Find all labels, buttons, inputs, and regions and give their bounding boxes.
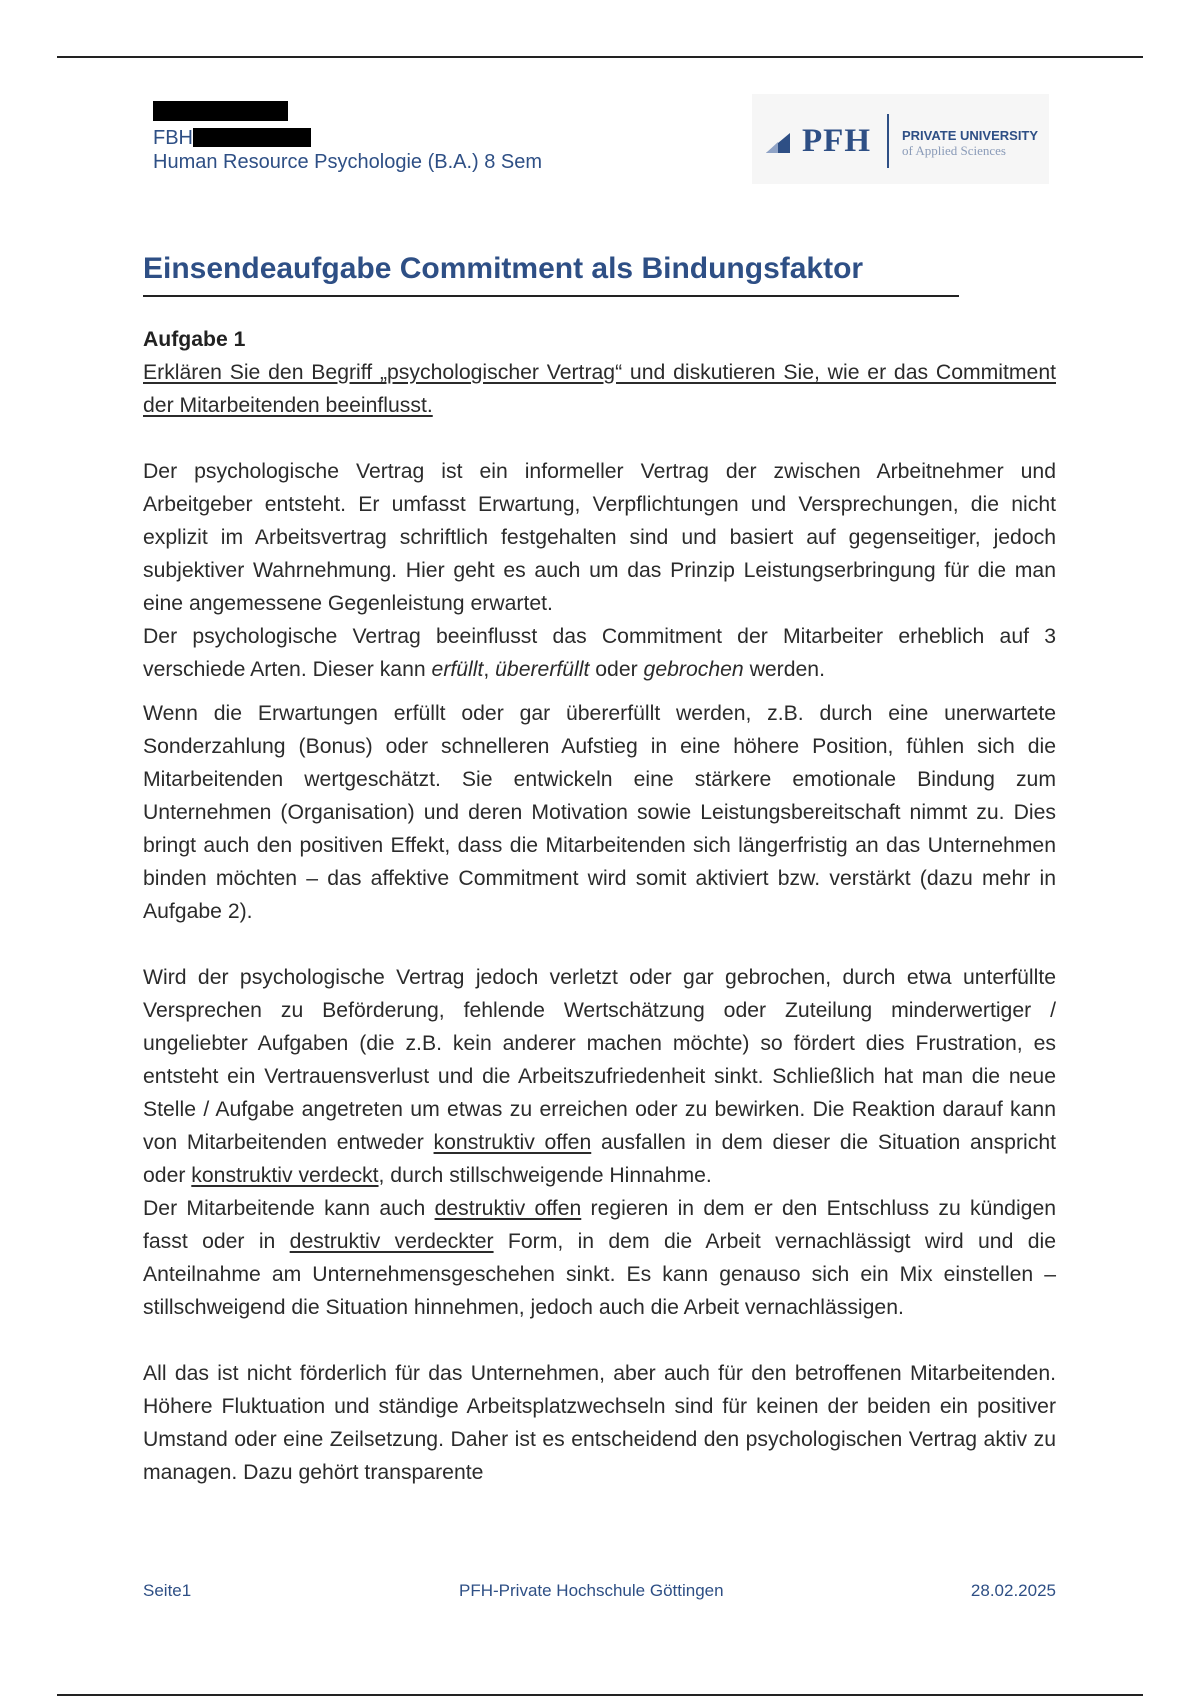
paragraph-6: All das ist nicht förderlich für das Unternehmen, aber auch für den betroffenen Mitarbeitenden. Höhere Fluktuation und ständige Arbeitsplatzwechseln sind für keinen der beiden ein positiver Umstand oder eine Zeilsetzung. Daher ist es entscheidend den psychologischen Vertrag aktiv zu managen. Dazu gehört transparente — [143, 1362, 1056, 1484]
logo-subline-1: PRIVATE UNIVERSITY — [902, 128, 1039, 143]
p5-text-c: Form, in dem die Arbeit vernachlässigt wird und die Anteilnahme am Unternehmensgeschehen sinkt. Es kann genauso sich ein Mix einstellen – stillschweigend die Situation hinnehmen, jedoch auch die Arbeit vernachlässigen. — [143, 1230, 1056, 1319]
footer-institution: PFH-Private Hochschule Göttingen — [459, 1581, 724, 1600]
p2-italic-fulfilled: erfüllt — [431, 658, 484, 681]
document-title: Einsendeaufgabe Commitment als Bindungsfaktor — [143, 249, 959, 297]
pfh-logo — [752, 94, 1049, 184]
p2-italic-broken: gebrochen — [643, 658, 744, 681]
page-footer — [143, 1581, 1056, 1603]
p4-underline-constructive-open: konstruktiv offen — [433, 1131, 592, 1154]
p2-text-d: werden. — [743, 658, 825, 681]
header-prefix: FBH — [153, 127, 193, 149]
p4-underline-constructive-covert: konstruktiv verdeckt — [191, 1164, 379, 1187]
pfh-logo-icon — [766, 133, 790, 153]
p2-italic-overfulfilled: übererfüllt — [495, 658, 590, 681]
p5-text-a: Der Mitarbeitende kann auch — [143, 1197, 435, 1220]
p2-text-b: , — [483, 658, 496, 681]
task-question: Erklären Sie den Begriff „psychologischer Vertrag“ und diskutieren Sie, wie er das Commitment der Mitarbeitenden beeinflusst. — [143, 361, 1056, 417]
footer-page-number: Seite1 — [143, 1581, 192, 1600]
top-rule — [57, 56, 1143, 58]
program-name: Human Resource Psychologie (B.A.) 8 Sem — [153, 151, 543, 173]
logo-text: PFH — [802, 123, 871, 159]
p4-text-a: Wird der psychologische Vertrag jedoch verletzt oder gar gebrochen, durch etwa unterfüllte Versprechen zu Beförderung, fehlende Wertschätzung oder Zuteilung minderwertiger / ungeliebter Aufgaben (die z.B. kein anderer machen möchte) so fördert dies Frustration, es entsteht ein Vertrauensverlust und die Arbeitszufriedenheit sinkt. Schließlich hat man die neue Stelle / Aufgabe angetreten um etwas zu erreichen oder zu bewirken. Die Reaktion darauf kann von Mitarbeitenden entweder — [143, 966, 1056, 1154]
paragraph-2 — [143, 620, 1056, 686]
footer-date: 28.02.2025 — [970, 1581, 1056, 1600]
document-body — [143, 323, 1056, 1489]
p2-text-a: Der psychologische Vertrag beeinflusst das Commitment der Mitarbeiter erheblich auf 3 verschiede Arten. Dieser kann — [143, 625, 1056, 681]
p4-text-c: , durch stillschweigende Hinnahme. — [378, 1164, 712, 1187]
task-heading: Aufgabe 1 — [143, 328, 246, 351]
header-line — [153, 126, 542, 150]
paragraph-3: Wenn die Erwartungen erfüllt oder gar übererfüllt werden, z.B. durch eine unerwartete Sonderzahlung (Bonus) oder schnelleren Aufstieg in eine höhere Position, fühlen sich die Mitarbeitenden wertgeschätzt. Sie entwickeln eine stärkere emotionale Bindung zum Unternehmen (Organisation) und deren Motivation sowie Leistungsbereitschaft nimmt zu. Dies bringt auch den positiven Effekt, dass die Mitarbeitenden sich längerfristig an das Unternehmen binden möchten – das affektive Commitment wird somit aktiviert bzw. verstärkt (dazu mehr in Aufgabe 2). — [143, 702, 1056, 923]
logo-divider — [887, 114, 889, 168]
redacted-name — [153, 101, 542, 126]
document-header — [153, 101, 542, 174]
redacted-id — [193, 128, 311, 147]
p5-text-b: regieren in dem er den Entschluss zu kündigen fasst oder in — [143, 1197, 1057, 1253]
p5-underline-destructive-covert: destruktiv verdeckter — [289, 1230, 494, 1253]
logo-subline-2: of Applied Sciences — [902, 143, 1006, 158]
paragraph-5 — [143, 1192, 1056, 1324]
p2-text-c: oder — [589, 658, 644, 681]
p4-text-b: ausfallen in dem dieser die Situation anspricht oder — [143, 1131, 1056, 1187]
bottom-rule — [57, 1694, 1143, 1696]
paragraph-4 — [143, 961, 1056, 1192]
p5-underline-destructive-open: destruktiv offen — [434, 1197, 582, 1220]
paragraph-1: Der psychologische Vertrag ist ein informeller Vertrag der zwischen Arbeitnehmer und Arbeitgeber entsteht. Er umfasst Erwartung, Verpflichtungen und Versprechungen, die nicht explizit im Arbeitsvertrag schriftlich festgehalten sind und basiert auf gegenseitiger, jedoch subjektiver Wahrnehmung. Hier geht es auch um das Prinzip Leistungserbringung für die man eine angemessene Gegenleistung erwartet. — [143, 460, 1056, 615]
